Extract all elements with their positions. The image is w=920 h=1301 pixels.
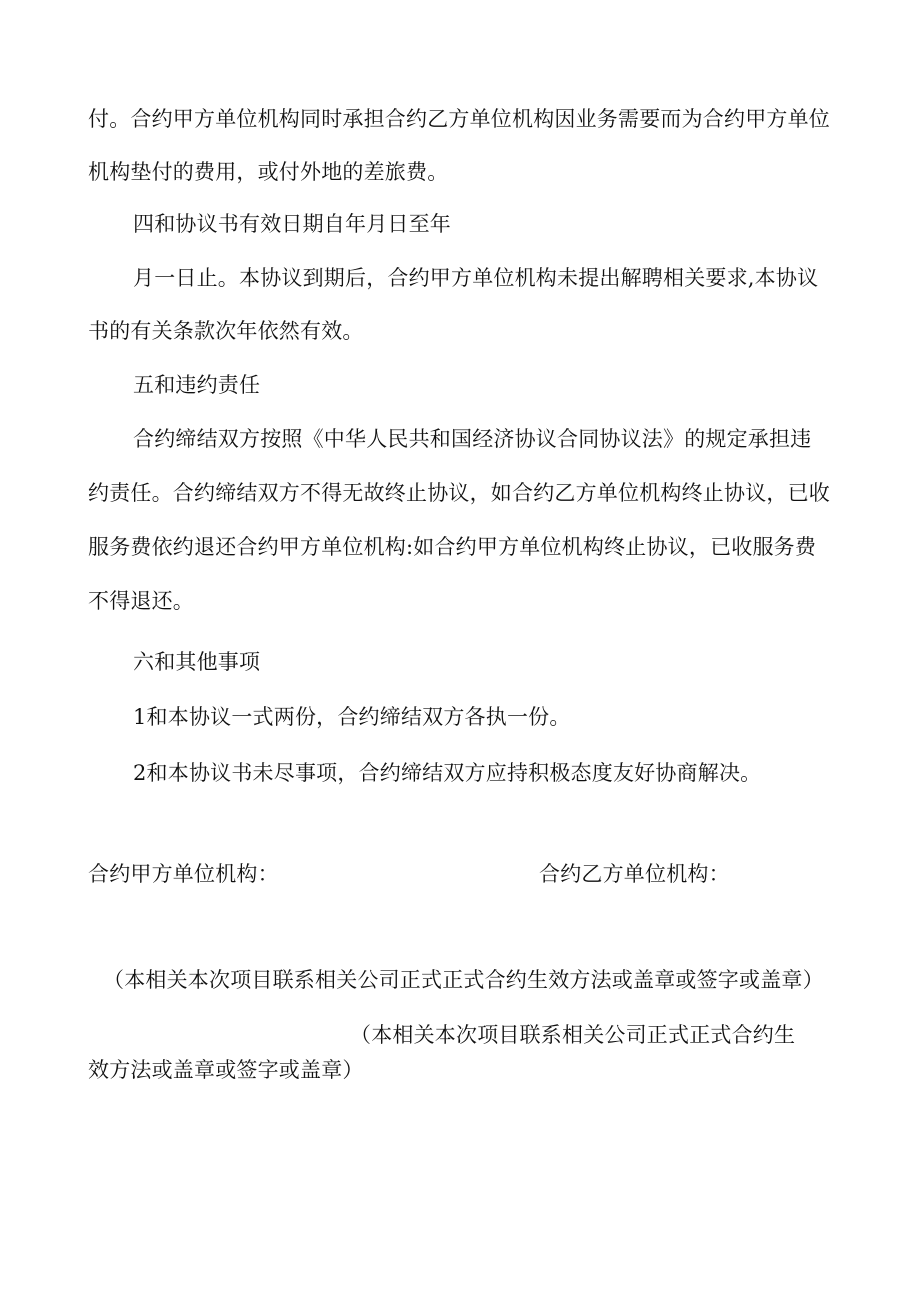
section-other-heading: 六和其他事项 [133, 650, 261, 674]
paragraph-breach-line-4: 不得退还。 [88, 589, 194, 613]
paragraph-breach-line-1: 合约缔结双方按照《中华人民共和国经济协议合同协议法》的规定承担违 [133, 427, 812, 451]
signature-note-2-line-1: （本相关本次项目联系相关公司正式正式合约生 [350, 1023, 796, 1047]
signature-note-1: （本相关本次项目联系相关公司正式正式合约生效方法或盖章或签字或盖章） [103, 968, 824, 992]
section-term-heading: 四和协议书有效日期自年月日至年 [133, 212, 451, 236]
other-item-1: 1和本协议一式两份，合约缔结双方各执一份。 [133, 705, 571, 729]
section-breach-heading: 五和违约责任 [133, 373, 261, 397]
paragraph-payment-line-1: 付。合约甲方单位机构同时承担合约乙方单位机构因业务需要而为合约甲方单位 [88, 107, 830, 131]
party-b-signature-label: 合约乙方单位机构： [539, 862, 730, 886]
paragraph-payment-line-2: 机构垫付的费用，或付外地的差旅费。 [88, 160, 449, 184]
paragraph-term-line-2: 书的有关条款次年依然有效。 [88, 319, 364, 343]
other-item-2: 2和本协议书未尽事项，合约缔结双方应持积极态度友好协商解决。 [133, 761, 762, 785]
paragraph-breach-line-2: 约责任。合约缔结双方不得无故终止协议，如合约乙方单位机构终止协议，已收 [88, 481, 830, 505]
party-a-signature-label: 合约甲方单位机构： [88, 862, 279, 886]
paragraph-breach-line-3: 服务费依约退还合约甲方单位机构:如合约甲方单位机构终止协议，已收服务费 [88, 535, 817, 559]
signature-note-2-line-2: 效方法或盖章或签字或盖章） [88, 1058, 364, 1082]
paragraph-term-line-1: 月一日止。本协议到期后，合约甲方单位机构未提出解聘相关要求,本协议 [133, 266, 819, 290]
